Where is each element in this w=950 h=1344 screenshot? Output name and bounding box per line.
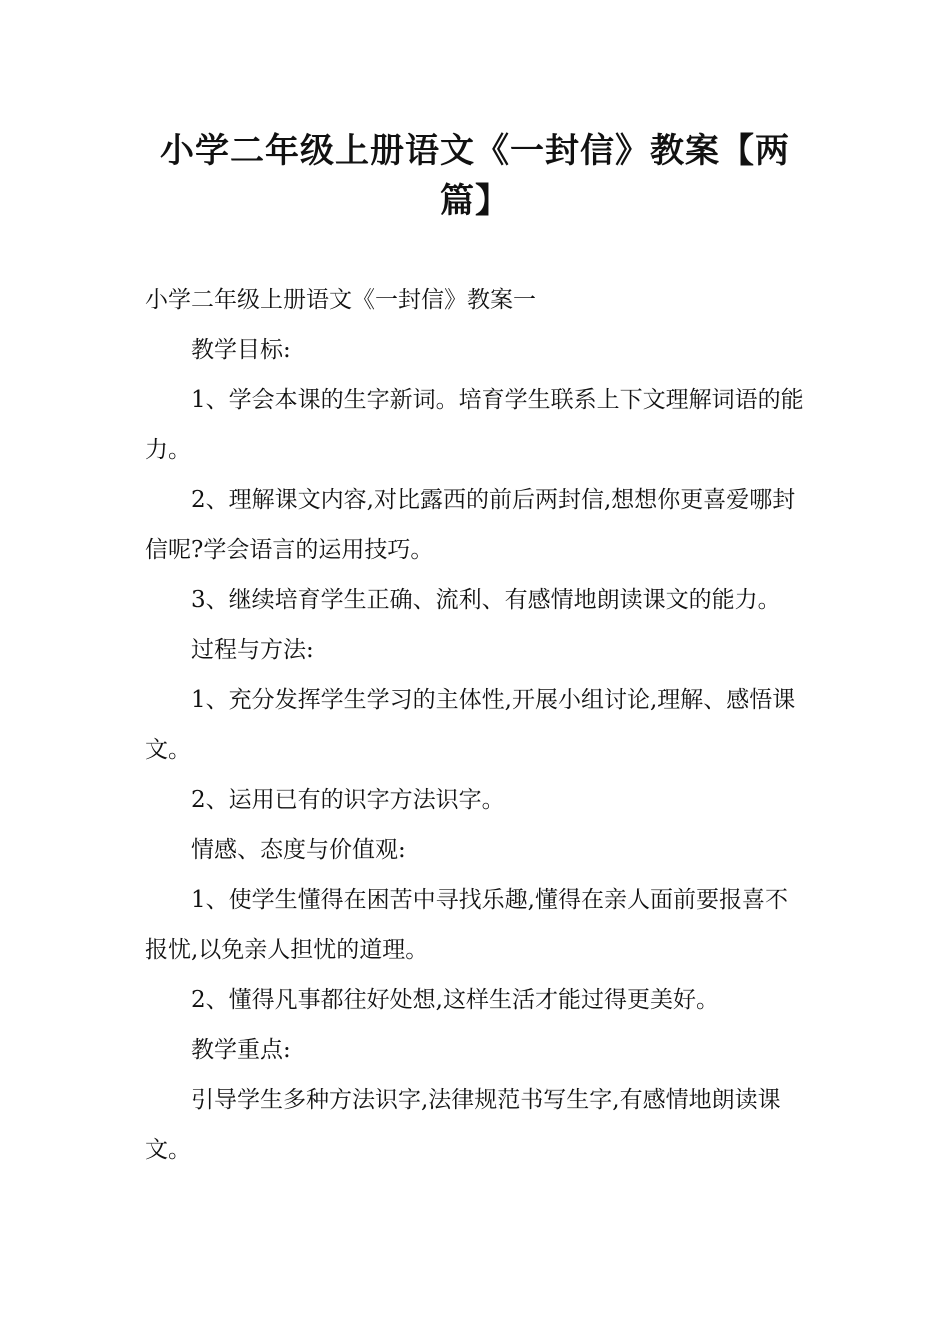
paragraph: 1、使学生懂得在困苦中寻找乐趣,懂得在亲人面前要报喜不报忧,以免亲人担忧的道理。: [145, 887, 788, 963]
paragraph: 引导学生多种方法识字,法律规范书写生字,有感情地朗读课文。: [145, 1087, 781, 1163]
paragraph: 教学目标:: [191, 337, 291, 363]
paragraph: 2、懂得凡事都往好处想,这样生活才能过得更美好。: [191, 987, 719, 1013]
paragraph: 2、运用已有的识字方法识字。: [191, 787, 505, 813]
paragraph: 1、充分发挥学生学习的主体性,开展小组讨论,理解、感悟课文。: [145, 687, 796, 763]
paragraph: 1、学会本课的生字新词。培育学生联系上下文理解词语的能力。: [145, 387, 804, 463]
paragraph: 2、理解课文内容,对比露西的前后两封信,想想你更喜爱哪封信呢?学会语言的运用技巧。: [145, 487, 796, 563]
paragraph: 过程与方法:: [191, 637, 314, 663]
section-heading: 小学二年级上册语文《一封信》教案一: [145, 287, 536, 313]
document-body: [145, 275, 810, 1175]
paragraph: 教学重点:: [191, 1037, 291, 1063]
document-title: 小学二年级上册语文《一封信》教案【两篇】: [160, 131, 790, 221]
paragraph: 3、继续培育学生正确、流利、有感情地朗读课文的能力。: [191, 587, 781, 613]
paragraph: 情感、态度与价值观:: [191, 837, 406, 863]
